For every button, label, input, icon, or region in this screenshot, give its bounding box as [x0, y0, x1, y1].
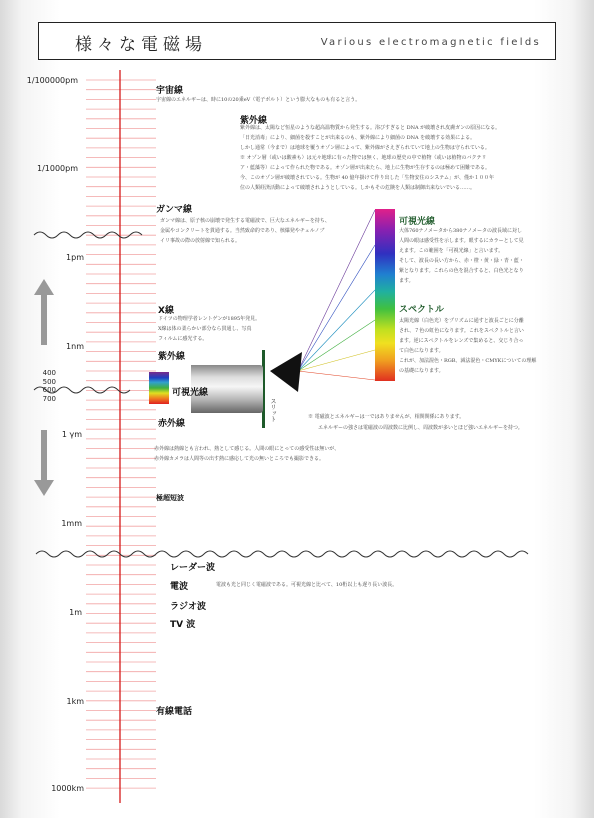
label-tv-wave: TV 波 — [170, 620, 196, 630]
text-gamma-rays: ガンマ線は、原子核の崩壊で発生する電磁波で、巨大なエネルギーを持ち、 金属やコンクリートを貫通する。当然致命的であり、核爆発やチェルノブ イリ事故の際の放射線で知られる。 — [160, 218, 330, 244]
scale-label-1pm: 1pm — [66, 253, 84, 262]
scale-label-1000km: 1000km — [51, 784, 84, 793]
wave-break-3 — [36, 551, 528, 557]
heading-spectrum-info: スペクトル — [399, 305, 445, 315]
heading-gamma-rays: ガンマ線 — [156, 205, 193, 215]
label-wired-telephone: 有線電話 — [156, 707, 193, 717]
scale-label-1mm: 1mm — [61, 519, 82, 528]
heading-x-rays: X線 — [158, 306, 174, 316]
heading-cosmic-rays: 宇宙線 — [156, 86, 184, 96]
label-radio-wave: ラジオ波 — [170, 602, 207, 612]
label-infrared: 赤外線 — [158, 419, 186, 429]
text-radio-waves: 電波も光と同じく電磁波である。可視光線と比べて、10桁以上も遅り長い波長。 — [216, 582, 398, 588]
down-arrow-icon — [34, 430, 54, 496]
label-slit: スリット — [269, 398, 276, 422]
scale-label-1nm: 1nm — [66, 342, 84, 351]
note-energy-frequency: ※ 電磁波とエネルギーは一ではありませんが、相関関係にあります。 エネルギーの強さは電磁波の周波数に比例し、周波数が多いとほど強いエネルギーを持つ。 — [308, 414, 523, 431]
heading-ultraviolet-detail: 紫外線 — [240, 116, 268, 126]
heading-radio-waves: 電波 — [170, 582, 189, 592]
dispersed-spectrum-bar — [375, 209, 395, 381]
heading-visible-light-info: 可視光線 — [399, 217, 436, 227]
scale-label-1um: 1 γm — [61, 430, 82, 439]
page-subtitle: Various electromagnetic fields — [320, 37, 541, 48]
visible-spectrum-swatch — [149, 372, 169, 404]
text-x-rays: ドイツの物理学者レントゲンが1895年発見。 X線は体の柔らかい部分なら貫通し、写真 フィルムに感光する。 — [158, 316, 261, 342]
label-ultraviolet: 紫外線 — [158, 352, 186, 362]
page-title: 様々な電磁場 — [75, 35, 207, 55]
label-radar-wave: レーダー波 — [170, 563, 216, 573]
scale-label-1m: 1m — [69, 608, 82, 617]
text-spectrum-info: 太陽光線（白色光）をプリズムに通すと波長ごとに分離 され、７色の虹色になります。これをスペクトルと言い ます。逆にスペクトルをレンズで集めると、交じり合っ て白色になります。 これが、加法混色・RGB、減法混色・CMYKについての理解 の基礎になります。 — [399, 318, 537, 374]
text-cosmic-rays: 宇宙線のエネルギーは、時に10の20乗eV（電子ボルト）という膨大なものも有ると言う。 — [156, 97, 361, 103]
text-infrared: 赤外線は熱線とも言われ、熱として感じる。人間の眼にとっての感受性は無いが、 赤外線カメラは人間等の出す熱に感応して光の無いところでも撮影できる。 — [154, 446, 340, 462]
text-visible-light-info: 大体760ナノメータから380ナノメータの波長域に対し 人間の眼は感受性を示します。眼するにカラーとして見 えます。この範囲を「可視光線」と言います。 そして、波長の長い方から、赤・橙・黄・緑・青・藍・ 紫となります。これらの色を混合すると、白色光となり ます。 — [399, 228, 524, 284]
text-ultraviolet-detail: 紫外線は、太陽など恒星のような超高温物質から発生する。浴びすぎると DNA が破壊され皮膚ガンの原因になる。 「日光消毒」により、細菌を殺すことが出来るのも、紫外線により細菌の DNA を破壊する効果による。 しかし通常（今まで）は地球を覆うオゾン層によって、紫外線がさえぎられていて地上の生物は守られている。 ※ オゾン層（或いは酸素も）は元々地球に有った物では無く、地球の歴史の中で植物（或いは植物のバクテリ ア・藍藻等）によって作られた物である。オゾン層が出来たら、地上に生物が生存するのは極めて困難である。 今、このオゾン層が破壊されている。生物が 40 億年掛けて作り出した「生物安住のシステム」が、僅か１００年 位の人類経済活動によって破壊されようとしている。しかもその危険を人類は制御出来ないでいる……。 — [240, 125, 501, 191]
prism-icon — [270, 352, 302, 392]
up-arrow-icon — [34, 279, 54, 345]
label-visible-light: 可視光線 — [172, 388, 209, 398]
scale-label-1-100000pm: 1/100000pm — [26, 76, 78, 85]
visible-wavelength-labels: 400 500 600 700 — [42, 369, 56, 403]
scale-label-1km: 1km — [66, 697, 84, 706]
label-ehf: 極超短波 — [156, 494, 184, 502]
scale-label-1-1000pm: 1/1000pm — [36, 164, 78, 173]
